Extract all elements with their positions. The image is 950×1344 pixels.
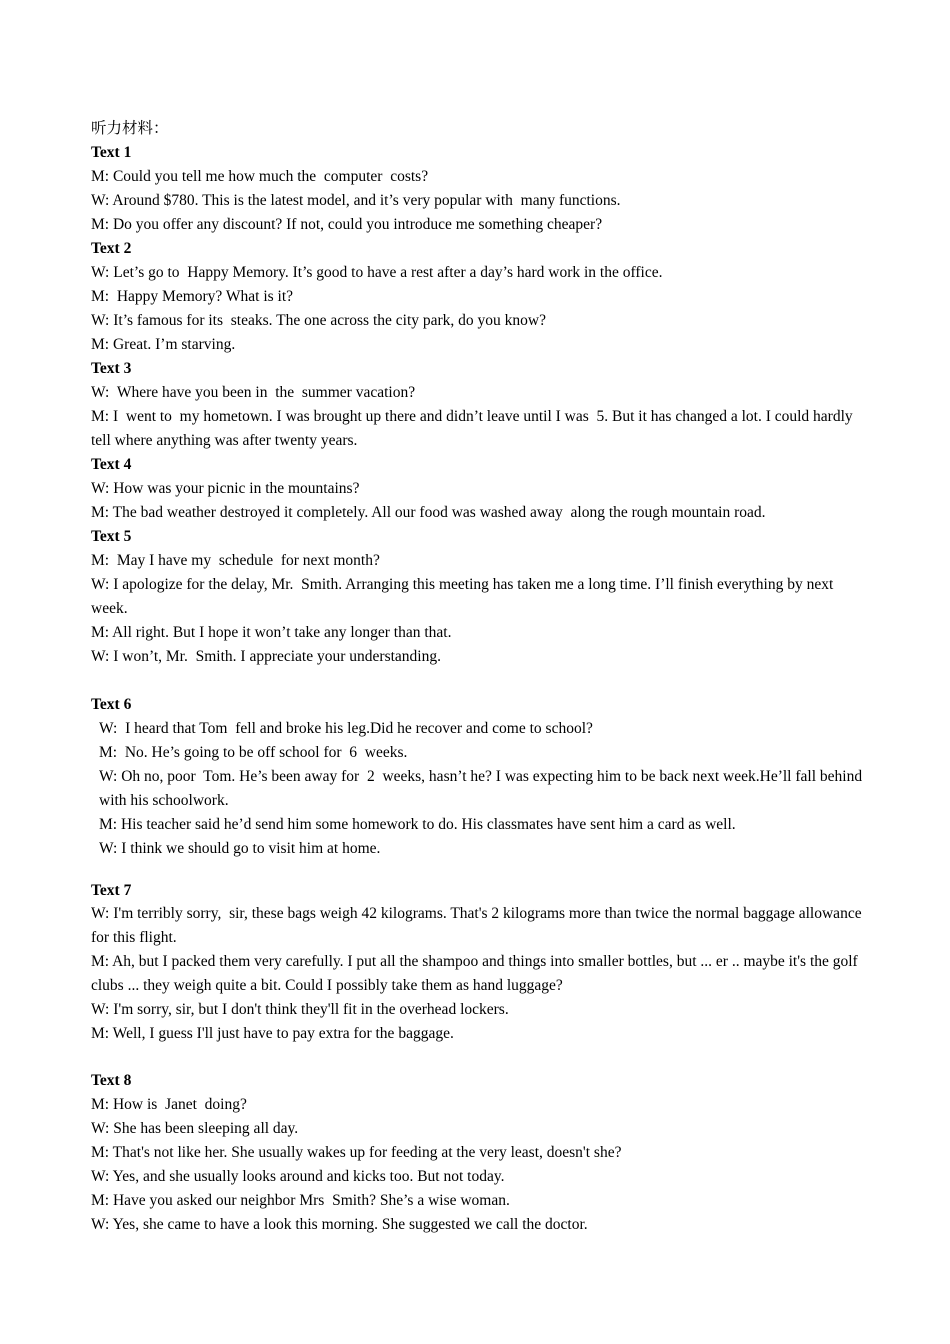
- text-section-7: [91, 880, 871, 1045]
- dialogue-line: W: It’s famous for its steaks. The one across the city park, do you know?: [91, 312, 546, 329]
- dialogue-line: M: Could you tell me how much the computer costs?: [91, 168, 429, 185]
- dialogue-line: M: Do you offer any discount? If not, could you introduce me something cheaper?: [91, 216, 603, 233]
- section-title: Text 1: [91, 144, 132, 161]
- dialogue-line: W: Around $780. This is the latest model, and it’s very popular with many functions.: [91, 192, 621, 209]
- document-heading: 听力材料：: [91, 120, 169, 137]
- dialogue-line: W: I won’t, Mr. Smith. I appreciate your understanding.: [91, 648, 441, 665]
- dialogue-line: W: Yes, she came to have a look this morning. She suggested we call the doctor.: [91, 1216, 588, 1234]
- text-section-2: [91, 237, 871, 357]
- section-spacer: [91, 1045, 871, 1069]
- dialogue-line: M: Have you asked our neighbor Mrs Smith? She’s a wise woman.: [91, 1192, 510, 1210]
- dialogue-line: M: That's not like her. She usually wakes up for feeding at the very least, doesn't she?: [91, 1144, 622, 1162]
- text-section-5: [91, 525, 871, 669]
- section-title: Text 7: [91, 882, 132, 899]
- section-spacer: [91, 669, 871, 693]
- dialogue-line: M: I went to my hometown. I was brought up there and didn’t leave until I was 5. But it has changed a lot. I could hardly tell where anything was after twenty years.: [91, 408, 857, 449]
- text-section-4: [91, 453, 871, 525]
- section-title: Text 3: [91, 360, 132, 377]
- dialogue-line: W: I think we should go to visit him at home.: [99, 840, 381, 857]
- dialogue-line: M: His teacher said he’d send him some homework to do. His classmates have sent him a card as well.: [99, 816, 736, 833]
- section-title: Text 2: [91, 240, 132, 257]
- section-title: Text 4: [91, 456, 132, 473]
- dialogue-line: M: Happy Memory? What is it?: [91, 288, 294, 305]
- dialogue-line: M: Well, I guess I'll just have to pay extra for the baggage.: [91, 1024, 454, 1042]
- dialogue-line: W: I apologize for the delay, Mr. Smith. Arranging this meeting has taken me a long time. I’ll finish everything by next week.: [91, 576, 838, 617]
- dialogue-line: W: She has been sleeping all day.: [91, 1120, 299, 1138]
- text-section-8: [91, 1069, 871, 1237]
- text-section-6: [91, 693, 871, 861]
- dialogue-line: M: Great. I’m starving.: [91, 336, 236, 353]
- section-title: Text 8: [91, 1072, 132, 1090]
- listening-document: [91, 117, 871, 1237]
- dialogue-line: W: I'm sorry, sir, but I don't think they'll fit in the overhead lockers.: [91, 1000, 509, 1018]
- text-section-3: [91, 357, 871, 453]
- section-spacer: [91, 861, 871, 880]
- dialogue-line: M: The bad weather destroyed it completely. All our food was washed away along the rough mountain road.: [91, 504, 766, 521]
- dialogue-line: W: I'm terribly sorry, sir, these bags weigh 42 kilograms. That's 2 kilograms more than twice the normal baggage allowance for this flight.: [91, 905, 866, 946]
- dialogue-line: W: Oh no, poor Tom. He’s been away for 2 weeks, hasn’t he? I was expecting him to be back next week.He’ll fall behind with his schoolwork.: [99, 768, 866, 809]
- section-title: Text 6: [91, 696, 132, 713]
- dialogue-line: W: How was your picnic in the mountains?: [91, 480, 360, 497]
- dialogue-line: M: How is Janet doing?: [91, 1096, 247, 1114]
- dialogue-line: W: Let’s go to Happy Memory. It’s good to have a rest after a day’s hard work in the office.: [91, 264, 663, 281]
- dialogue-line: M: Ah, but I packed them very carefully. I put all the shampoo and things into smaller bottles, but ... er .. maybe it's the golf clubs ... they weigh quite a bit. Could I possibly take them as hand luggage?: [91, 952, 862, 994]
- dialogue-line: W: Yes, and she usually looks around and kicks too. But not today.: [91, 1168, 505, 1186]
- section-title: Text 5: [91, 528, 132, 545]
- text-section-1: [91, 141, 871, 237]
- dialogue-line: W: Where have you been in the summer vacation?: [91, 384, 416, 401]
- dialogue-line: W: I heard that Tom fell and broke his leg.Did he recover and come to school?: [99, 720, 593, 737]
- dialogue-line: M: All right. But I hope it won’t take any longer than that.: [91, 624, 452, 641]
- dialogue-line: M: No. He’s going to be off school for 6 weeks.: [99, 744, 408, 761]
- dialogue-line: M: May I have my schedule for next month?: [91, 552, 380, 569]
